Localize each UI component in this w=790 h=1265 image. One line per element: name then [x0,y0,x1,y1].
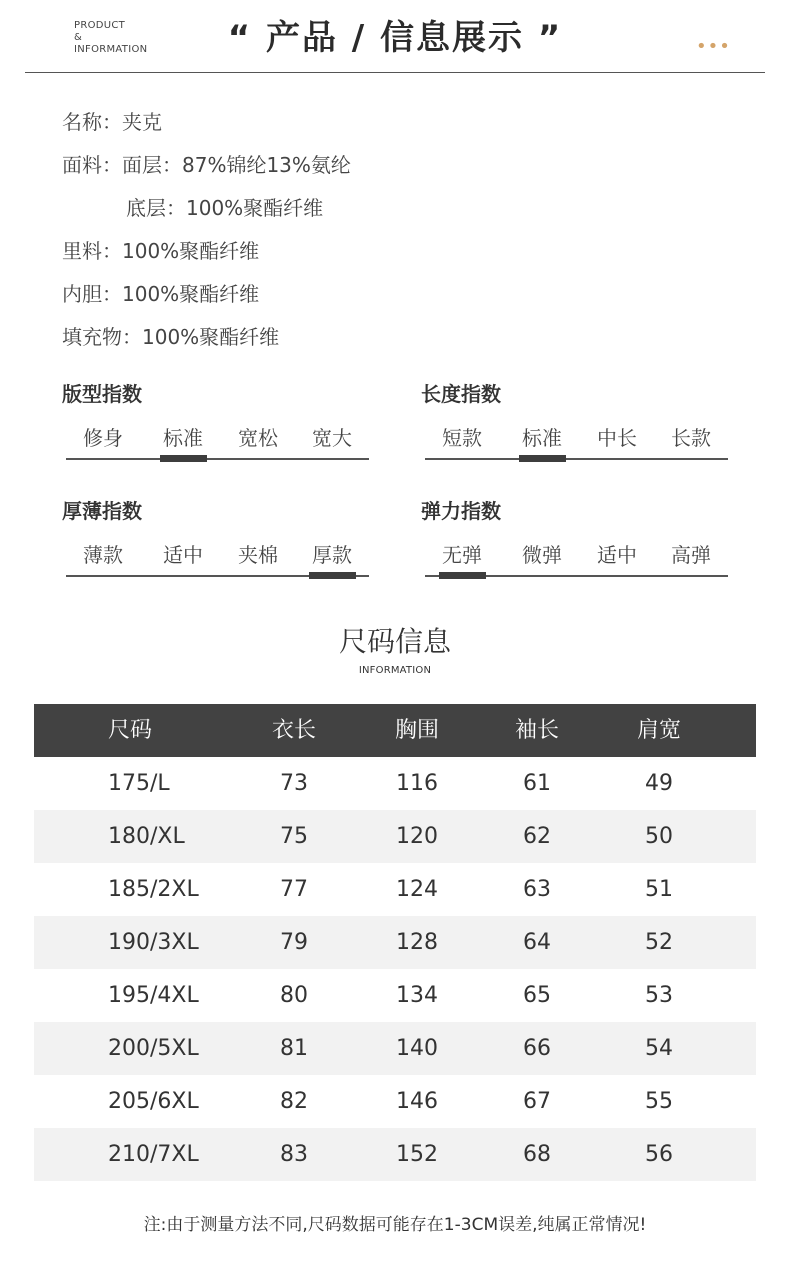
spec-row-fabric-base [126,192,323,221]
spec-row-inner [62,278,259,307]
table-cell: 52 [645,930,673,955]
index-option: 微弹 [522,543,562,567]
table-cell: 61 [523,771,551,796]
length-index-scale [425,422,728,452]
table-row [34,1128,756,1181]
thickness-index-title: 厚薄指数 [62,499,142,523]
table-cell: 124 [396,877,438,902]
table-cell: 79 [280,930,308,955]
index-selected-marker [519,455,566,462]
table-cell: 175/L [108,771,170,796]
spec-value: 底层：100%聚酯纤维 [126,196,324,220]
table-cell: 152 [396,1142,438,1167]
table-cell: 128 [396,930,438,955]
table-cell: 75 [280,824,308,849]
table-row [34,916,756,969]
table-cell: 53 [645,983,673,1008]
table-cell: 82 [280,1089,308,1114]
table-cell: 55 [645,1089,673,1114]
table-cell: 49 [645,771,673,796]
table-row [34,757,756,810]
table-cell: 65 [523,983,551,1008]
table-cell: 67 [523,1089,551,1114]
table-cell: 50 [645,824,673,849]
index-selected-marker [309,572,356,579]
table-cell: 146 [396,1089,438,1114]
spec-value: 面层：87%锦纶13%氨纶 [122,153,351,177]
table-cell: 56 [645,1142,673,1167]
length-index-title: 长度指数 [421,382,501,406]
table-cell: 81 [280,1036,308,1061]
index-option: 适中 [163,543,203,567]
table-cell: 68 [523,1142,551,1167]
table-row [34,1075,756,1128]
index-option: 薄款 [83,543,123,567]
index-selected-marker [439,572,486,579]
spec-row-fabric [62,149,351,178]
spec-value: 夹克 [122,110,162,134]
more-dots-icon: ••• [696,36,731,57]
size-section-title: 尺码信息 [338,625,451,658]
spec-label: 面料： [62,153,122,177]
thickness-index-scale [66,539,369,569]
column-header: 袖长 [514,718,559,743]
table-cell: 77 [280,877,308,902]
column-header: 衣长 [271,718,316,743]
index-selected-marker [160,455,207,462]
spec-row-lining [62,235,259,264]
spec-row-name [62,106,162,135]
spec-row-filling [62,321,279,350]
spec-label: 里料： [62,239,122,263]
table-row [34,1022,756,1075]
table-cell: 63 [523,877,551,902]
table-cell: 190/3XL [108,930,199,955]
header-small-line2: & [74,32,83,43]
table-cell: 62 [523,824,551,849]
table-cell: 66 [523,1036,551,1061]
index-option: 长款 [671,426,711,450]
table-cell: 195/4XL [108,983,199,1008]
measurement-note: 注:由于测量方法不同,尺码数据可能存在1-3CM误差,纯属正常情况! [143,1215,647,1235]
table-row [34,863,756,916]
spec-value: 100%聚酯纤维 [122,282,260,306]
size-table [34,704,756,1181]
spec-value: 100%聚酯纤维 [142,325,280,349]
table-cell: 80 [280,983,308,1008]
page-title: “ 产品 / 信息展示 ” [227,18,563,58]
index-option: 宽大 [312,426,352,450]
table-cell: 64 [523,930,551,955]
table-cell: 83 [280,1142,308,1167]
header-small-line3: INFORMATION [74,44,148,55]
table-cell: 120 [396,824,438,849]
index-option: 标准 [522,426,562,450]
index-option: 短款 [442,426,482,450]
index-baseline [425,458,728,460]
column-header: 胸围 [394,718,439,743]
table-cell: 180/XL [108,824,185,849]
header-small-line1: PRODUCT [74,20,126,31]
table-cell: 116 [396,771,438,796]
table-cell: 73 [280,771,308,796]
index-option: 宽松 [238,426,278,450]
spec-label: 填充物： [62,325,142,349]
index-baseline [66,458,369,460]
index-option: 高弹 [671,543,711,567]
table-cell: 185/2XL [108,877,199,902]
size-section-subtitle: INFORMATION [358,665,432,676]
spec-label: 名称： [62,110,122,134]
fit-index-scale [66,422,369,452]
index-option: 中长 [597,426,637,450]
index-option: 夹棉 [238,543,278,567]
table-cell: 134 [396,983,438,1008]
table-cell: 54 [645,1036,673,1061]
column-header: 肩宽 [636,718,681,743]
index-option: 无弹 [442,543,482,567]
header-divider [25,72,765,73]
stretch-index-scale [425,539,728,569]
index-option: 修身 [83,426,123,450]
table-cell: 200/5XL [108,1036,199,1061]
table-cell: 51 [645,877,673,902]
index-option: 厚款 [312,543,352,567]
index-option: 适中 [597,543,637,567]
spec-label: 内胆： [62,282,122,306]
table-cell: 205/6XL [108,1089,199,1114]
table-row [34,969,756,1022]
fit-index-title: 版型指数 [62,382,142,406]
table-cell: 210/7XL [108,1142,199,1167]
column-header: 尺码 [108,718,153,743]
table-header-row [34,704,756,757]
spec-value: 100%聚酯纤维 [122,239,260,263]
index-option: 标准 [163,426,203,450]
table-row [34,810,756,863]
table-cell: 140 [396,1036,438,1061]
stretch-index-title: 弹力指数 [421,499,501,523]
